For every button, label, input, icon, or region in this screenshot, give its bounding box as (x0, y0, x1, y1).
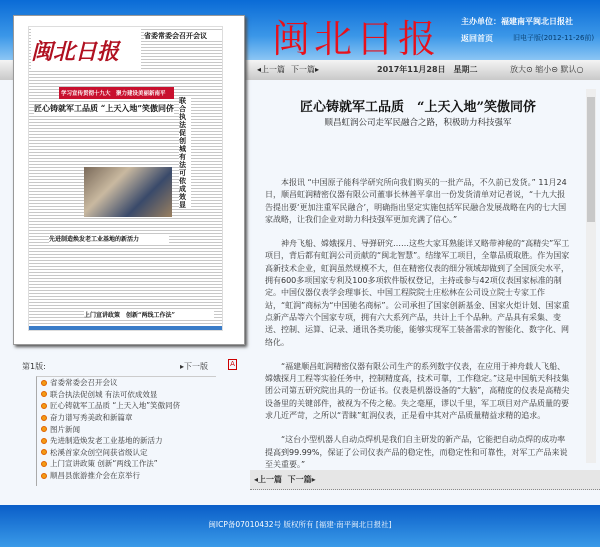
paragraph: 本报讯 “中国原子能科学研究所向我们购买的一批产品，不久前已发货。” 11月24日，顺昌虹润精密仪器有限公司董事长林善平拿出一份发货清单对记者说，“十九大报告提出要‘更加注重军民融合’，明确指出坚定实施包括军民融合发展战略在内的七大国家战略，让我们企业对助力科技强军更加充满了信心。” (265, 178, 567, 224)
list-item-label[interactable]: 顺昌县旅游推介会在京举行 (50, 471, 140, 481)
bullet-icon (41, 403, 47, 409)
list-item[interactable] (41, 447, 216, 459)
prev-article-link[interactable]: ◂上一篇 (254, 475, 283, 484)
list-item-label[interactable]: 先进制造焕发老工业基地的新活力 (50, 436, 163, 446)
old-edition-link[interactable]: 旧电子版(2012-11-26前) (513, 34, 595, 42)
thumb-headline[interactable]: 上门宣讲政策 创新“两线工作法” (84, 310, 214, 319)
article-body (265, 177, 570, 483)
zoom-in-button[interactable]: 放大⊙ (510, 65, 533, 74)
thumb-band: 学习宣传贯彻十九大 聚力建设美丽新南平 (59, 87, 174, 99)
article-content (250, 82, 586, 469)
thumb-photo (84, 167, 172, 217)
list-item-label[interactable]: 上门宣讲政策 创新“两线工作法” (50, 459, 158, 469)
list-item[interactable] (41, 470, 216, 482)
bottom-nav (250, 470, 600, 490)
paragraph: “这台小型机器人自动点焊机是我们自主研发的新产品，它能把自动点焊的成功率提高到99.99%，保证了公司仪表产品的稳定性，而稳定性和可靠性，对军工产品来说至关重要。” (265, 435, 568, 469)
next-article-link[interactable]: 下一篇▸ (287, 475, 316, 484)
list-item-label[interactable]: 联合执法促创城 有法可依成效显 (50, 389, 158, 399)
list-item[interactable] (41, 412, 216, 424)
home-link[interactable]: 返回首页 (461, 34, 493, 43)
bullet-icon (41, 415, 47, 421)
edition-label: 第1版: (22, 362, 46, 371)
next-page-link[interactable]: ▸下一版 (180, 362, 209, 371)
thumb-masthead: 闽北日报 (31, 29, 141, 69)
bullet-icon (41, 380, 47, 386)
list-item[interactable] (41, 458, 216, 470)
list-item-label[interactable]: 省委常委会召开会议 (50, 378, 118, 388)
thumb-footer-bar (29, 326, 222, 330)
organizer-text: 主办单位：福建南平闽北日报社 (461, 17, 573, 26)
bullet-icon (41, 461, 47, 467)
list-item[interactable] (41, 389, 216, 401)
next-article-link[interactable]: 下一篇▸ (291, 65, 320, 74)
thumb-headline[interactable]: 先进制造焕发老工业基地的新活力 (49, 234, 169, 243)
zoom-out-button[interactable]: 缩小⊝ (535, 65, 558, 74)
default-size-button[interactable]: 默认○ (560, 65, 584, 74)
list-item-label[interactable]: 图片新闻 (50, 424, 80, 434)
zoom-controls (510, 64, 583, 75)
thumb-headline[interactable]: 联合执法促创城 有法可依成效显 (179, 97, 191, 209)
bullet-icon (41, 426, 47, 432)
bullet-icon (41, 391, 47, 397)
issue-date: 2017年11月28日 星期二 (377, 65, 478, 74)
thumb-headline[interactable]: 省委常委会召开会议 (144, 31, 222, 41)
prev-article-link[interactable]: ◂上一篇 (257, 65, 286, 74)
footer-text: 闽ICP备07010432号 版权所有 [福建·南平闽北日报社] (208, 520, 392, 529)
site-logo: 闽北日报 (272, 17, 441, 61)
article-subtitle: 顺昌虹润公司走军民融合之路，积极助力科技强军 (324, 118, 512, 128)
thumb-headline[interactable]: 匠心铸就军工品质 “上天入地”笑傲同侪 (34, 103, 174, 113)
bullet-icon (41, 449, 47, 455)
footer (0, 505, 600, 547)
newspaper-page-thumbnail[interactable] (13, 15, 245, 345)
article-title: 匠心铸就军工品质 “上天入地”笑傲同侪 (300, 100, 536, 115)
pdf-icon[interactable]: A (228, 359, 237, 370)
page-image[interactable] (28, 26, 223, 331)
paragraph: 神舟飞船、嫦娥探月、导弹研究……这些大家耳熟能详又略带神秘的“高精尖”军工项目，背后都有虹润公司贡献的“闽北智慧”。结缘军工项目，全靠品质取胜。作为国家高新技术企业，虹润虽然规模不大，但在精密仪表的细分领域却做到了全国顶尖水平，拥有600多项国家专利及100多项软件版权登记，主持或参与42项仪表国家标准的制定。中国仪器仪表学会理事长、中国工程院院士庄松林在公司设立院士专家工作站，“虹润”商标为“中国驰名商标”。公司承担了国家创新基金、国家火炬计划、国家重点新产品等六个国家专项，拥有六大系列产品，共计上千个品种。产品具有采集、变送、控制、运算、记录、通讯各类功能，能够实现军工装备需求的智能化、数字化、网络化。 (265, 239, 570, 347)
paragraph: “福建顺昌虹润精密仪器有限公司生产的系列数字仪表，在应用于神舟载人飞船、嫦娥探月工程等实验任务中，控制精度高，技术可靠，工作稳定。”这是中国航天科技集团公司第五研究院出具的一份证书。仪表是机器设备的“大脑”，高精度的仪表是高精尖设备里的关键部件，被视为不传之秘。失之毫厘，谬以千里，军工项目对产品质量的要求几近严苛，之所以“青睐”虹润仪表，正是看中其对产品质量精益求精的追求。 (265, 361, 570, 421)
article-scrollbar[interactable] (586, 89, 596, 463)
list-item-label[interactable]: 匠心铸就军工品质 “上天入地”笑傲同侪 (50, 401, 181, 411)
list-item[interactable] (41, 377, 216, 389)
list-item-label[interactable]: 奋力谱写秀美政和新篇章 (50, 413, 133, 423)
article-list (36, 376, 216, 486)
list-item-label[interactable]: 松溪首家众创空间获省级认定 (50, 447, 148, 457)
bullet-icon (41, 438, 47, 444)
list-item[interactable] (41, 423, 216, 435)
list-item[interactable] (41, 435, 216, 447)
list-item[interactable] (41, 400, 216, 412)
bullet-icon (41, 473, 47, 479)
scrollbar-thumb[interactable] (587, 97, 595, 222)
